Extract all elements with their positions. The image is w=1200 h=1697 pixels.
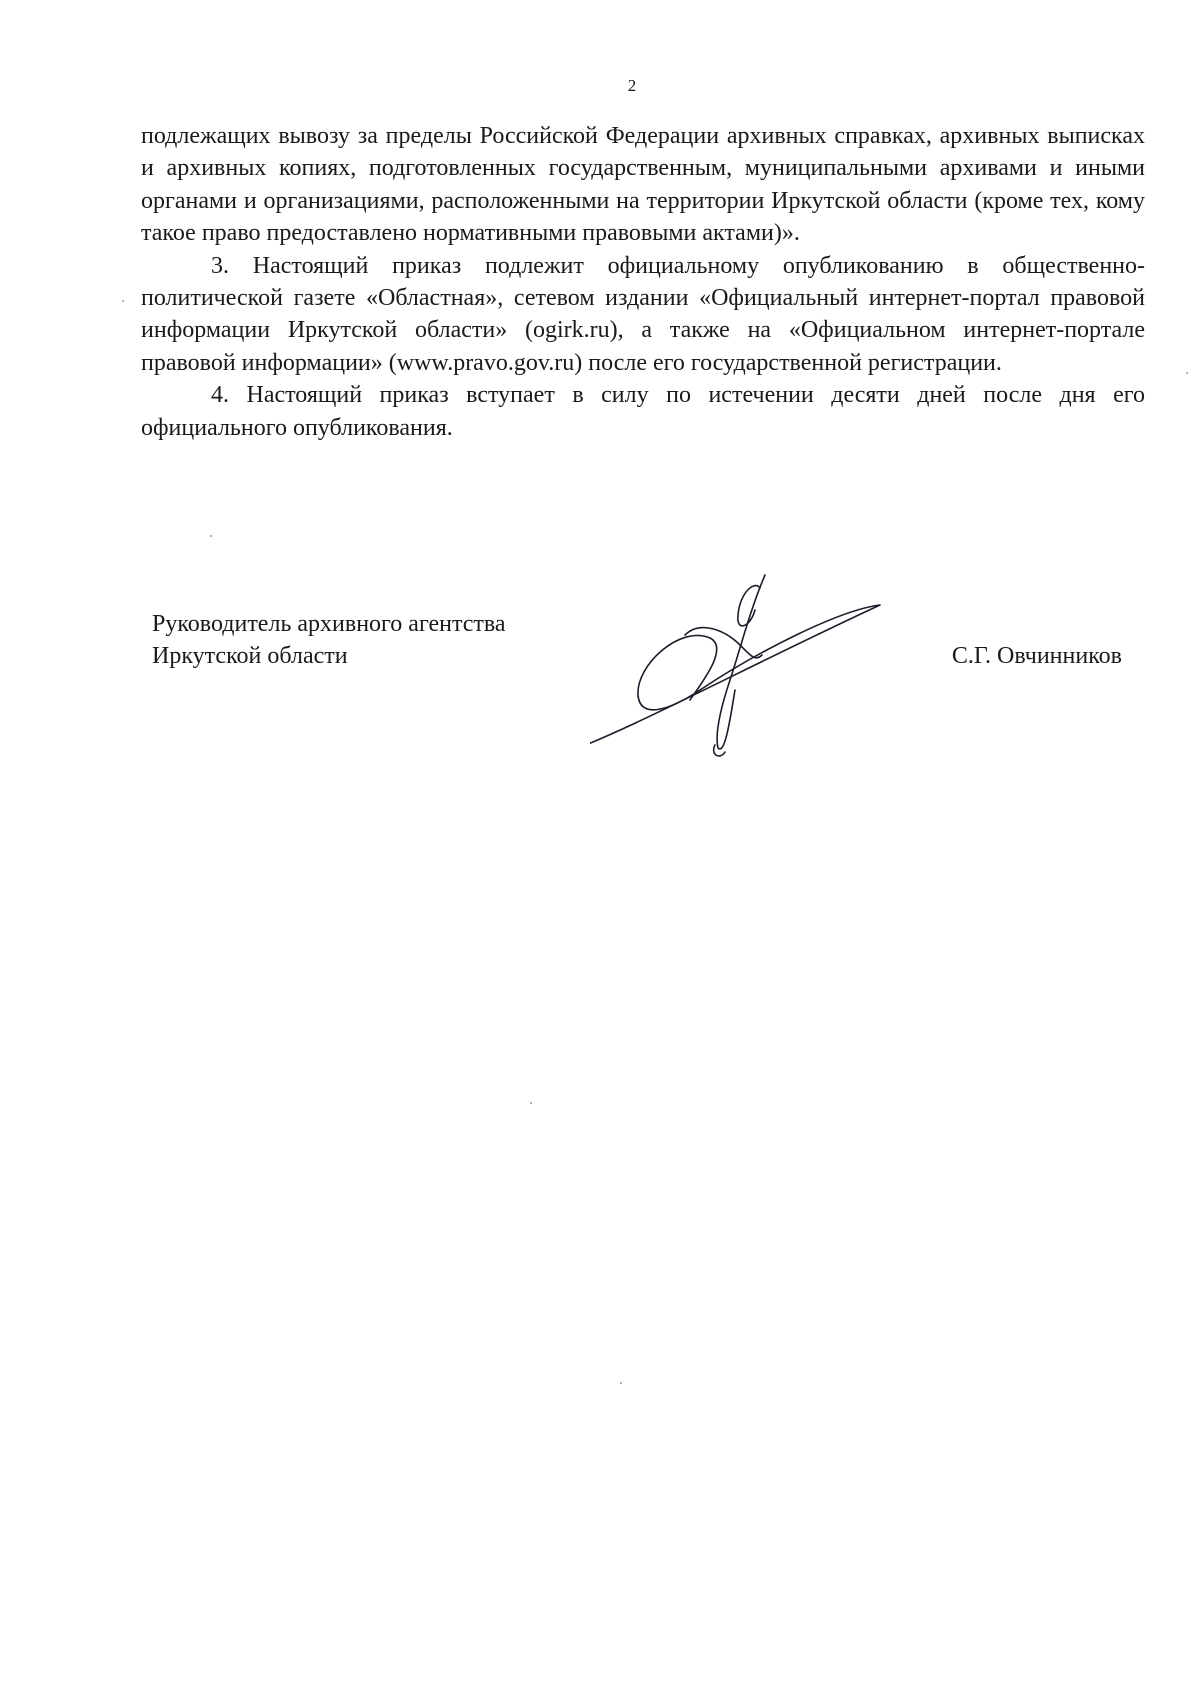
- scan-speck: [1186, 372, 1188, 374]
- signatory-position-line2: Иркутской области: [152, 643, 348, 669]
- signatory-position-line1: Руководитель архивного агентства: [152, 611, 506, 637]
- handwritten-signature: [590, 570, 890, 770]
- scan-speck: [530, 1102, 532, 1104]
- document-body: [141, 120, 1145, 444]
- scan-speck: [210, 535, 212, 537]
- page-number: 2: [627, 76, 637, 95]
- signatory-position: [152, 608, 506, 672]
- paragraph-4: 4. Настоящий приказ вступает в силу по истечении десяти дней после дня его официального опубликования.: [141, 382, 1145, 441]
- signatory-name: С.Г. Овчинников: [951, 643, 1122, 669]
- scan-speck: [620, 1382, 622, 1384]
- paragraph-continuation: подлежащих вывозу за пределы Российской Федерации архивных справках, архивных выписках и архивных копиях, подготовленных государственным, муниципальными архивами и иными органами и организациями, расположенными на территории Иркутской области (кроме тех, кому такое право предоставлено нормативными правовыми актами)».: [141, 123, 1145, 247]
- paragraph-3: 3. Настоящий приказ подлежит официальному опубликованию в общественно-политической газете «Областная», сетевом издании «Официальный интернет-портал правовой информации Иркутской области» (ogirk.ru), а также на «Официальном интернет-портале правовой информации» (www.pravo.gov.ru) после его государственной регистрации.: [141, 252, 1145, 376]
- scan-speck: [122, 300, 124, 302]
